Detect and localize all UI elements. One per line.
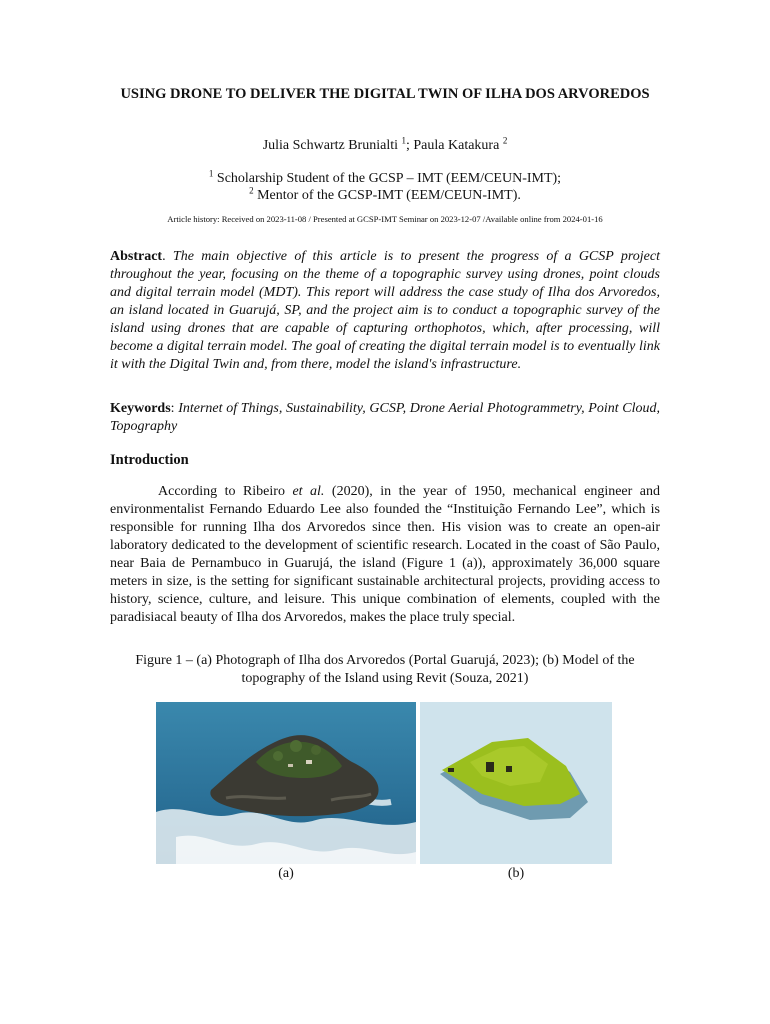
abstract-separator: . xyxy=(162,249,173,264)
article-history: Article history: Received on 2023-11-08 / Presented at GCSP-IMT Seminar on 2023-12-07 /Available online from 2024-01-16 xyxy=(167,214,603,224)
abstract-text: The main objective of this article is to present the progress of a GCSP project throughout the year, focusing on the theme of a topographic survey using drones, point clouds and digital terrain model (MDT). This report will address the case study of Ilha dos Arvoredos, an island located in Guarujá, SP, and the project aim is to conduct a topographic survey of the island using drones that are capable of capturing orthophotos, which, after processing, will become a digital terrain model. The goal of creating the digital terrain model is to eventually link it with the Digital Twin and, from there, model the island's infrastructure. xyxy=(110,249,661,372)
tree xyxy=(311,745,321,755)
model-structure xyxy=(448,768,454,772)
model-structure xyxy=(506,766,512,772)
abstract-label: Abstract xyxy=(110,249,163,264)
author-affil-mark: 1 xyxy=(401,135,406,146)
figure-caption: Figure 1 – (a) Photograph of Ilha dos Arvoredos (Portal Guarujá, 2023); (b) Model of the topography of the Island using Revit (Souza, 2021) xyxy=(135,653,635,686)
tree xyxy=(290,740,302,752)
affiliation-mark: 1 xyxy=(208,168,214,179)
island-photo-graphic xyxy=(156,702,416,864)
tree xyxy=(273,751,283,761)
author-separator: ; xyxy=(406,138,414,153)
affiliation-mark: 2 xyxy=(249,185,254,196)
paragraph-text: (2020), in the year of 1950, mechanical engineer and environmentalist Fernando Eduardo Lee also founded the “Instituição Fernando Lee”, which is responsible for running Ilha dos Arvoredos since then. His vision was to create an open-air laboratory dedicated to the development of scientific research. Located in the coast of São Paulo, near Baia de Pernambuco in Guarujá, the island (Figure 1 (a)), approximately 36,000 square meters in size, is the setting for significant sustainable architectural projects, providing access to history, science, culture, and leisure. This unique combination of elements, coupled with the paradisiacal beauty of Ilha dos Arvoredos, makes the place truly special. xyxy=(110,484,660,625)
affiliation-line xyxy=(110,170,660,187)
paragraph-text: According to Ribeiro xyxy=(158,484,293,499)
introduction-paragraph xyxy=(110,483,660,627)
island-photo xyxy=(156,702,416,864)
author-line xyxy=(110,135,660,154)
keywords-label: Keywords xyxy=(110,401,171,416)
topography-model xyxy=(420,702,612,864)
building xyxy=(288,764,293,767)
figure-label-b: (b) xyxy=(507,866,525,881)
paper-title: USING DRONE TO DELIVER THE DIGITAL TWIN OF ILHA DOS ARVOREDOS xyxy=(120,86,650,102)
et-al: et al. xyxy=(292,484,325,499)
affiliation-text: Mentor of the GCSP-IMT (EEM/CEUN-IMT). xyxy=(253,188,521,203)
rock-texture xyxy=(226,797,286,799)
affiliation-line xyxy=(110,187,660,204)
keywords xyxy=(110,400,660,436)
keywords-separator: : xyxy=(170,401,179,416)
topography-model-graphic xyxy=(420,702,612,864)
author-name: Paula Katakura xyxy=(413,138,503,153)
affiliations xyxy=(110,170,660,204)
author-affil-mark: 2 xyxy=(502,135,508,146)
keywords-text: Internet of Things, Sustainability, GCSP, Drone Aerial Photogrammetry, Point Cloud, Topography xyxy=(110,401,660,434)
figure-label-a: (a) xyxy=(278,866,294,881)
abstract xyxy=(110,248,660,374)
building xyxy=(306,760,312,764)
model-structure xyxy=(486,762,494,772)
author-name: Julia Schwartz Brunialti xyxy=(262,138,402,153)
section-heading-introduction: Introduction xyxy=(110,452,189,468)
affiliation-text: Scholarship Student of the GCSP – IMT (EEM/CEUN-IMT); xyxy=(213,171,562,186)
